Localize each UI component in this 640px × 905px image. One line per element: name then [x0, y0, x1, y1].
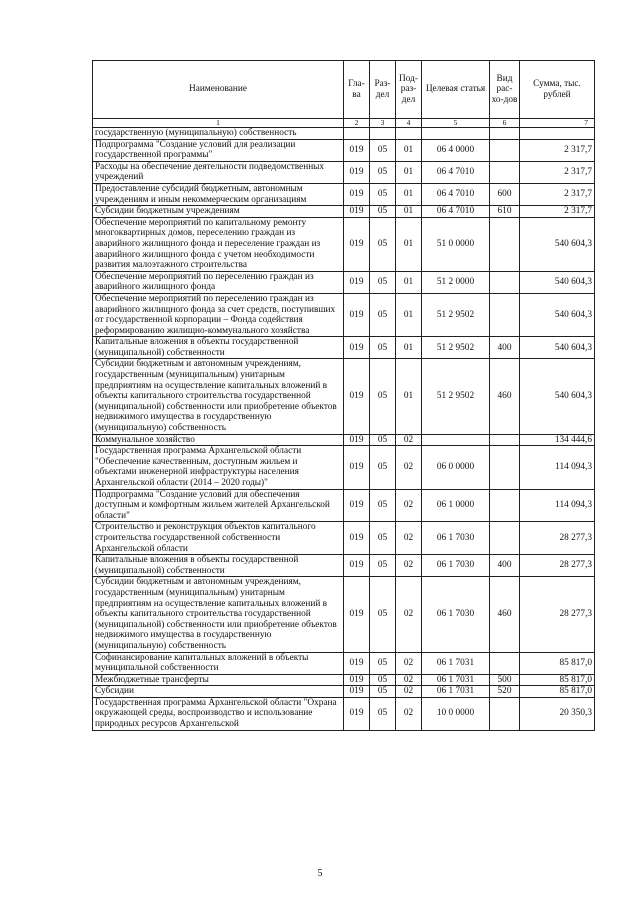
cell-statya: 51 2 0000 [422, 271, 490, 293]
table-row [93, 522, 595, 555]
cell-statya: 06 1 0000 [422, 489, 490, 522]
cell-vid: 600 [490, 183, 520, 205]
cell-statya: 06 4 7010 [422, 161, 490, 183]
table-row [93, 293, 595, 336]
cell-summa: 540 604,3 [520, 359, 595, 434]
cell-razdel: 05 [370, 577, 396, 652]
column-number: 5 [422, 119, 490, 128]
table-row [93, 128, 595, 140]
cell-summa: 540 604,3 [520, 271, 595, 293]
cell-name: Государственная программа Архангельской области "Охрана окружающей среды, воспроизводство и использование природных ресурсов Архангельской [93, 697, 344, 730]
cell-vid: 520 [490, 686, 520, 698]
cell-summa: 85 817,0 [520, 686, 595, 698]
cell-glava: 019 [344, 652, 370, 674]
cell-razdel: 05 [370, 337, 396, 359]
cell-vid: 460 [490, 577, 520, 652]
cell-glava: 019 [344, 183, 370, 205]
cell-statya: 06 4 0000 [422, 139, 490, 161]
cell-summa: 2 317,7 [520, 183, 595, 205]
cell-vid [490, 522, 520, 555]
table-row [93, 161, 595, 183]
column-number: 1 [93, 119, 344, 128]
cell-name: Капитальные вложения в объекты государственной (муниципальной) собственности [93, 337, 344, 359]
table-row [93, 206, 595, 218]
cell-podrazdel: 01 [396, 139, 422, 161]
table-row [93, 697, 595, 730]
cell-summa: 28 277,3 [520, 577, 595, 652]
budget-table [92, 60, 595, 731]
cell-name: Субсидии бюджетным и автономным учреждениям, государственным (муниципальным) унитарным предприятиям на осуществление капитальных вложений в объекты капитального строительства государственной (муниципальной) собственности или приобретение объектов недвижимого имущества в государственную (муниципальную) собственность [93, 359, 344, 434]
cell-podrazdel: 01 [396, 337, 422, 359]
cell-podrazdel: 02 [396, 652, 422, 674]
cell-podrazdel: 01 [396, 206, 422, 218]
cell-glava: 019 [344, 697, 370, 730]
column-number: 2 [344, 119, 370, 128]
cell-statya: 06 0 0000 [422, 446, 490, 489]
cell-podrazdel: 01 [396, 359, 422, 434]
cell-glava: 019 [344, 446, 370, 489]
cell-statya: 06 1 7031 [422, 674, 490, 686]
cell-razdel: 05 [370, 183, 396, 205]
cell-glava: 019 [344, 293, 370, 336]
cell-podrazdel: 02 [396, 686, 422, 698]
cell-razdel: 05 [370, 446, 396, 489]
cell-vid [490, 271, 520, 293]
cell-statya: 06 1 7030 [422, 555, 490, 577]
table-row [93, 139, 595, 161]
cell-summa: 85 817,0 [520, 652, 595, 674]
cell-podrazdel: 02 [396, 434, 422, 446]
cell-statya: 10 0 0000 [422, 697, 490, 730]
column-number: 3 [370, 119, 396, 128]
cell-vid: 400 [490, 337, 520, 359]
cell-statya: 51 2 9502 [422, 337, 490, 359]
cell-vid [490, 697, 520, 730]
cell-vid [490, 489, 520, 522]
table-row [93, 434, 595, 446]
table-row [93, 652, 595, 674]
cell-summa: 28 277,3 [520, 555, 595, 577]
table-body [93, 128, 595, 731]
cell-statya [422, 128, 490, 140]
cell-podrazdel: 01 [396, 161, 422, 183]
cell-podrazdel: 02 [396, 697, 422, 730]
cell-glava: 019 [344, 434, 370, 446]
page-number: 5 [317, 868, 323, 879]
table-row [93, 183, 595, 205]
cell-podrazdel: 02 [396, 674, 422, 686]
cell-glava: 019 [344, 489, 370, 522]
table-row [93, 217, 595, 271]
table-row [93, 271, 595, 293]
cell-podrazdel: 01 [396, 293, 422, 336]
cell-name: Обеспечение мероприятий по переселению граждан из аварийного жилищного фонда за счет средств, поступивших от государственной корпорации – Фонда содействия реформированию жилищно-коммунального хозяйства [93, 293, 344, 336]
header-summa: Сумма, тыс. рублей [520, 61, 595, 119]
cell-razdel: 05 [370, 522, 396, 555]
cell-summa: 2 317,7 [520, 139, 595, 161]
cell-statya: 51 2 9502 [422, 293, 490, 336]
cell-glava: 019 [344, 161, 370, 183]
cell-name: Межбюджетные трансферты [93, 674, 344, 686]
cell-podrazdel: 02 [396, 577, 422, 652]
cell-podrazdel [396, 128, 422, 140]
cell-vid: 400 [490, 555, 520, 577]
column-number: 4 [396, 119, 422, 128]
cell-name: Капитальные вложения в объекты государственной (муниципальной) собственности [93, 555, 344, 577]
cell-glava: 019 [344, 674, 370, 686]
cell-name: Субсидии [93, 686, 344, 698]
cell-podrazdel: 02 [396, 555, 422, 577]
cell-name: Обеспечение мероприятий по переселению граждан из аварийного жилищного фонда [93, 271, 344, 293]
cell-vid: 610 [490, 206, 520, 218]
table-row [93, 337, 595, 359]
column-number-row [93, 119, 595, 128]
cell-summa: 85 817,0 [520, 674, 595, 686]
cell-glava: 019 [344, 139, 370, 161]
header-podrazdel: Под-раз-дел [396, 61, 422, 119]
cell-vid: 460 [490, 359, 520, 434]
cell-statya: 06 1 7030 [422, 577, 490, 652]
column-number: 7 [520, 119, 595, 128]
header-name: Наименование [93, 61, 344, 119]
table-row [93, 674, 595, 686]
cell-razdel: 05 [370, 434, 396, 446]
cell-podrazdel: 01 [396, 183, 422, 205]
cell-statya [422, 434, 490, 446]
cell-name: Строительство и реконструкция объектов капитального строительства государственной собственности Архангельской области [93, 522, 344, 555]
cell-glava: 019 [344, 359, 370, 434]
cell-name: Коммунальное хозяйство [93, 434, 344, 446]
cell-summa: 114 094,3 [520, 489, 595, 522]
cell-razdel: 05 [370, 674, 396, 686]
cell-statya: 06 1 7030 [422, 522, 490, 555]
header-razdel: Раз-дел [370, 61, 396, 119]
cell-statya: 51 0 0000 [422, 217, 490, 271]
cell-statya: 06 1 7031 [422, 686, 490, 698]
cell-summa [520, 128, 595, 140]
cell-glava: 019 [344, 337, 370, 359]
cell-razdel: 05 [370, 686, 396, 698]
cell-statya: 06 1 7031 [422, 652, 490, 674]
cell-summa: 20 350,3 [520, 697, 595, 730]
table-row [93, 686, 595, 698]
cell-razdel: 05 [370, 217, 396, 271]
cell-statya: 06 4 7010 [422, 206, 490, 218]
cell-summa: 540 604,3 [520, 293, 595, 336]
cell-name: Предоставление субсидий бюджетным, автономным учреждениям и иным некоммерческим организациям [93, 183, 344, 205]
column-number: 6 [490, 119, 520, 128]
cell-razdel: 05 [370, 697, 396, 730]
cell-glava: 019 [344, 217, 370, 271]
cell-statya: 51 2 9502 [422, 359, 490, 434]
cell-summa: 2 317,7 [520, 206, 595, 218]
cell-vid [490, 652, 520, 674]
cell-vid [490, 217, 520, 271]
cell-razdel: 05 [370, 161, 396, 183]
cell-vid [490, 293, 520, 336]
cell-vid [490, 161, 520, 183]
cell-name: Подпрограмма "Создание условий для обеспечения доступным и комфортным жильем жителей Архангельской области" [93, 489, 344, 522]
cell-summa: 28 277,3 [520, 522, 595, 555]
cell-razdel [370, 128, 396, 140]
header-row [93, 61, 595, 119]
header-vid: Вид рас-хо-дов [490, 61, 520, 119]
cell-glava: 019 [344, 522, 370, 555]
cell-summa: 540 604,3 [520, 337, 595, 359]
cell-glava: 019 [344, 577, 370, 652]
cell-name: Софинансирование капитальных вложений в объекты муниципальной собственности [93, 652, 344, 674]
header-statya: Целевая статья [422, 61, 490, 119]
table-row [93, 555, 595, 577]
cell-razdel: 05 [370, 489, 396, 522]
cell-razdel: 05 [370, 359, 396, 434]
cell-glava: 019 [344, 206, 370, 218]
cell-glava: 019 [344, 271, 370, 293]
cell-vid [490, 434, 520, 446]
cell-name: Обеспечение мероприятий по капитальному ремонту многоквартирных домов, переселению граждан из аварийного жилищного фонда и переселение граждан из аварийного жилищного фонда с учетом необходимости развития малоэтажного строительства [93, 217, 344, 271]
cell-name: государственную (муниципальную) собственность [93, 128, 344, 140]
cell-razdel: 05 [370, 271, 396, 293]
cell-razdel: 05 [370, 652, 396, 674]
cell-vid [490, 128, 520, 140]
cell-podrazdel: 01 [396, 217, 422, 271]
cell-glava: 019 [344, 686, 370, 698]
cell-summa: 114 094,3 [520, 446, 595, 489]
cell-summa: 2 317,7 [520, 161, 595, 183]
cell-summa: 134 444,6 [520, 434, 595, 446]
cell-razdel: 05 [370, 206, 396, 218]
cell-statya: 06 4 7010 [422, 183, 490, 205]
cell-razdel: 05 [370, 293, 396, 336]
cell-podrazdel: 02 [396, 522, 422, 555]
cell-podrazdel: 02 [396, 446, 422, 489]
table-row [93, 577, 595, 652]
cell-name: Государственная программа Архангельской области "Обеспечение качественным, доступным жильем и объектами инженерной инфраструктуры населения Архангельской области (2014 – 2020 годы)" [93, 446, 344, 489]
table-row [93, 446, 595, 489]
header-glava: Гла-ва [344, 61, 370, 119]
cell-name: Подпрограмма "Создание условий для реализации государственной программы" [93, 139, 344, 161]
cell-glava: 019 [344, 555, 370, 577]
table-row [93, 359, 595, 434]
cell-podrazdel: 01 [396, 271, 422, 293]
table-row [93, 489, 595, 522]
cell-summa: 540 604,3 [520, 217, 595, 271]
cell-vid: 500 [490, 674, 520, 686]
cell-vid [490, 139, 520, 161]
cell-name: Субсидии бюджетным учреждениям [93, 206, 344, 218]
cell-name: Расходы на обеспечение деятельности подведомственных учреждений [93, 161, 344, 183]
cell-razdel: 05 [370, 555, 396, 577]
cell-podrazdel: 02 [396, 489, 422, 522]
cell-vid [490, 446, 520, 489]
cell-glava [344, 128, 370, 140]
cell-name: Субсидии бюджетным и автономным учреждениям, государственным (муниципальным) унитарным предприятиям на осуществление капитальных вложений в объекты капитального строительства государственной (муниципальной) собственности или приобретение объектов недвижимого имущества в государственную (муниципальную) собственность [93, 577, 344, 652]
cell-razdel: 05 [370, 139, 396, 161]
